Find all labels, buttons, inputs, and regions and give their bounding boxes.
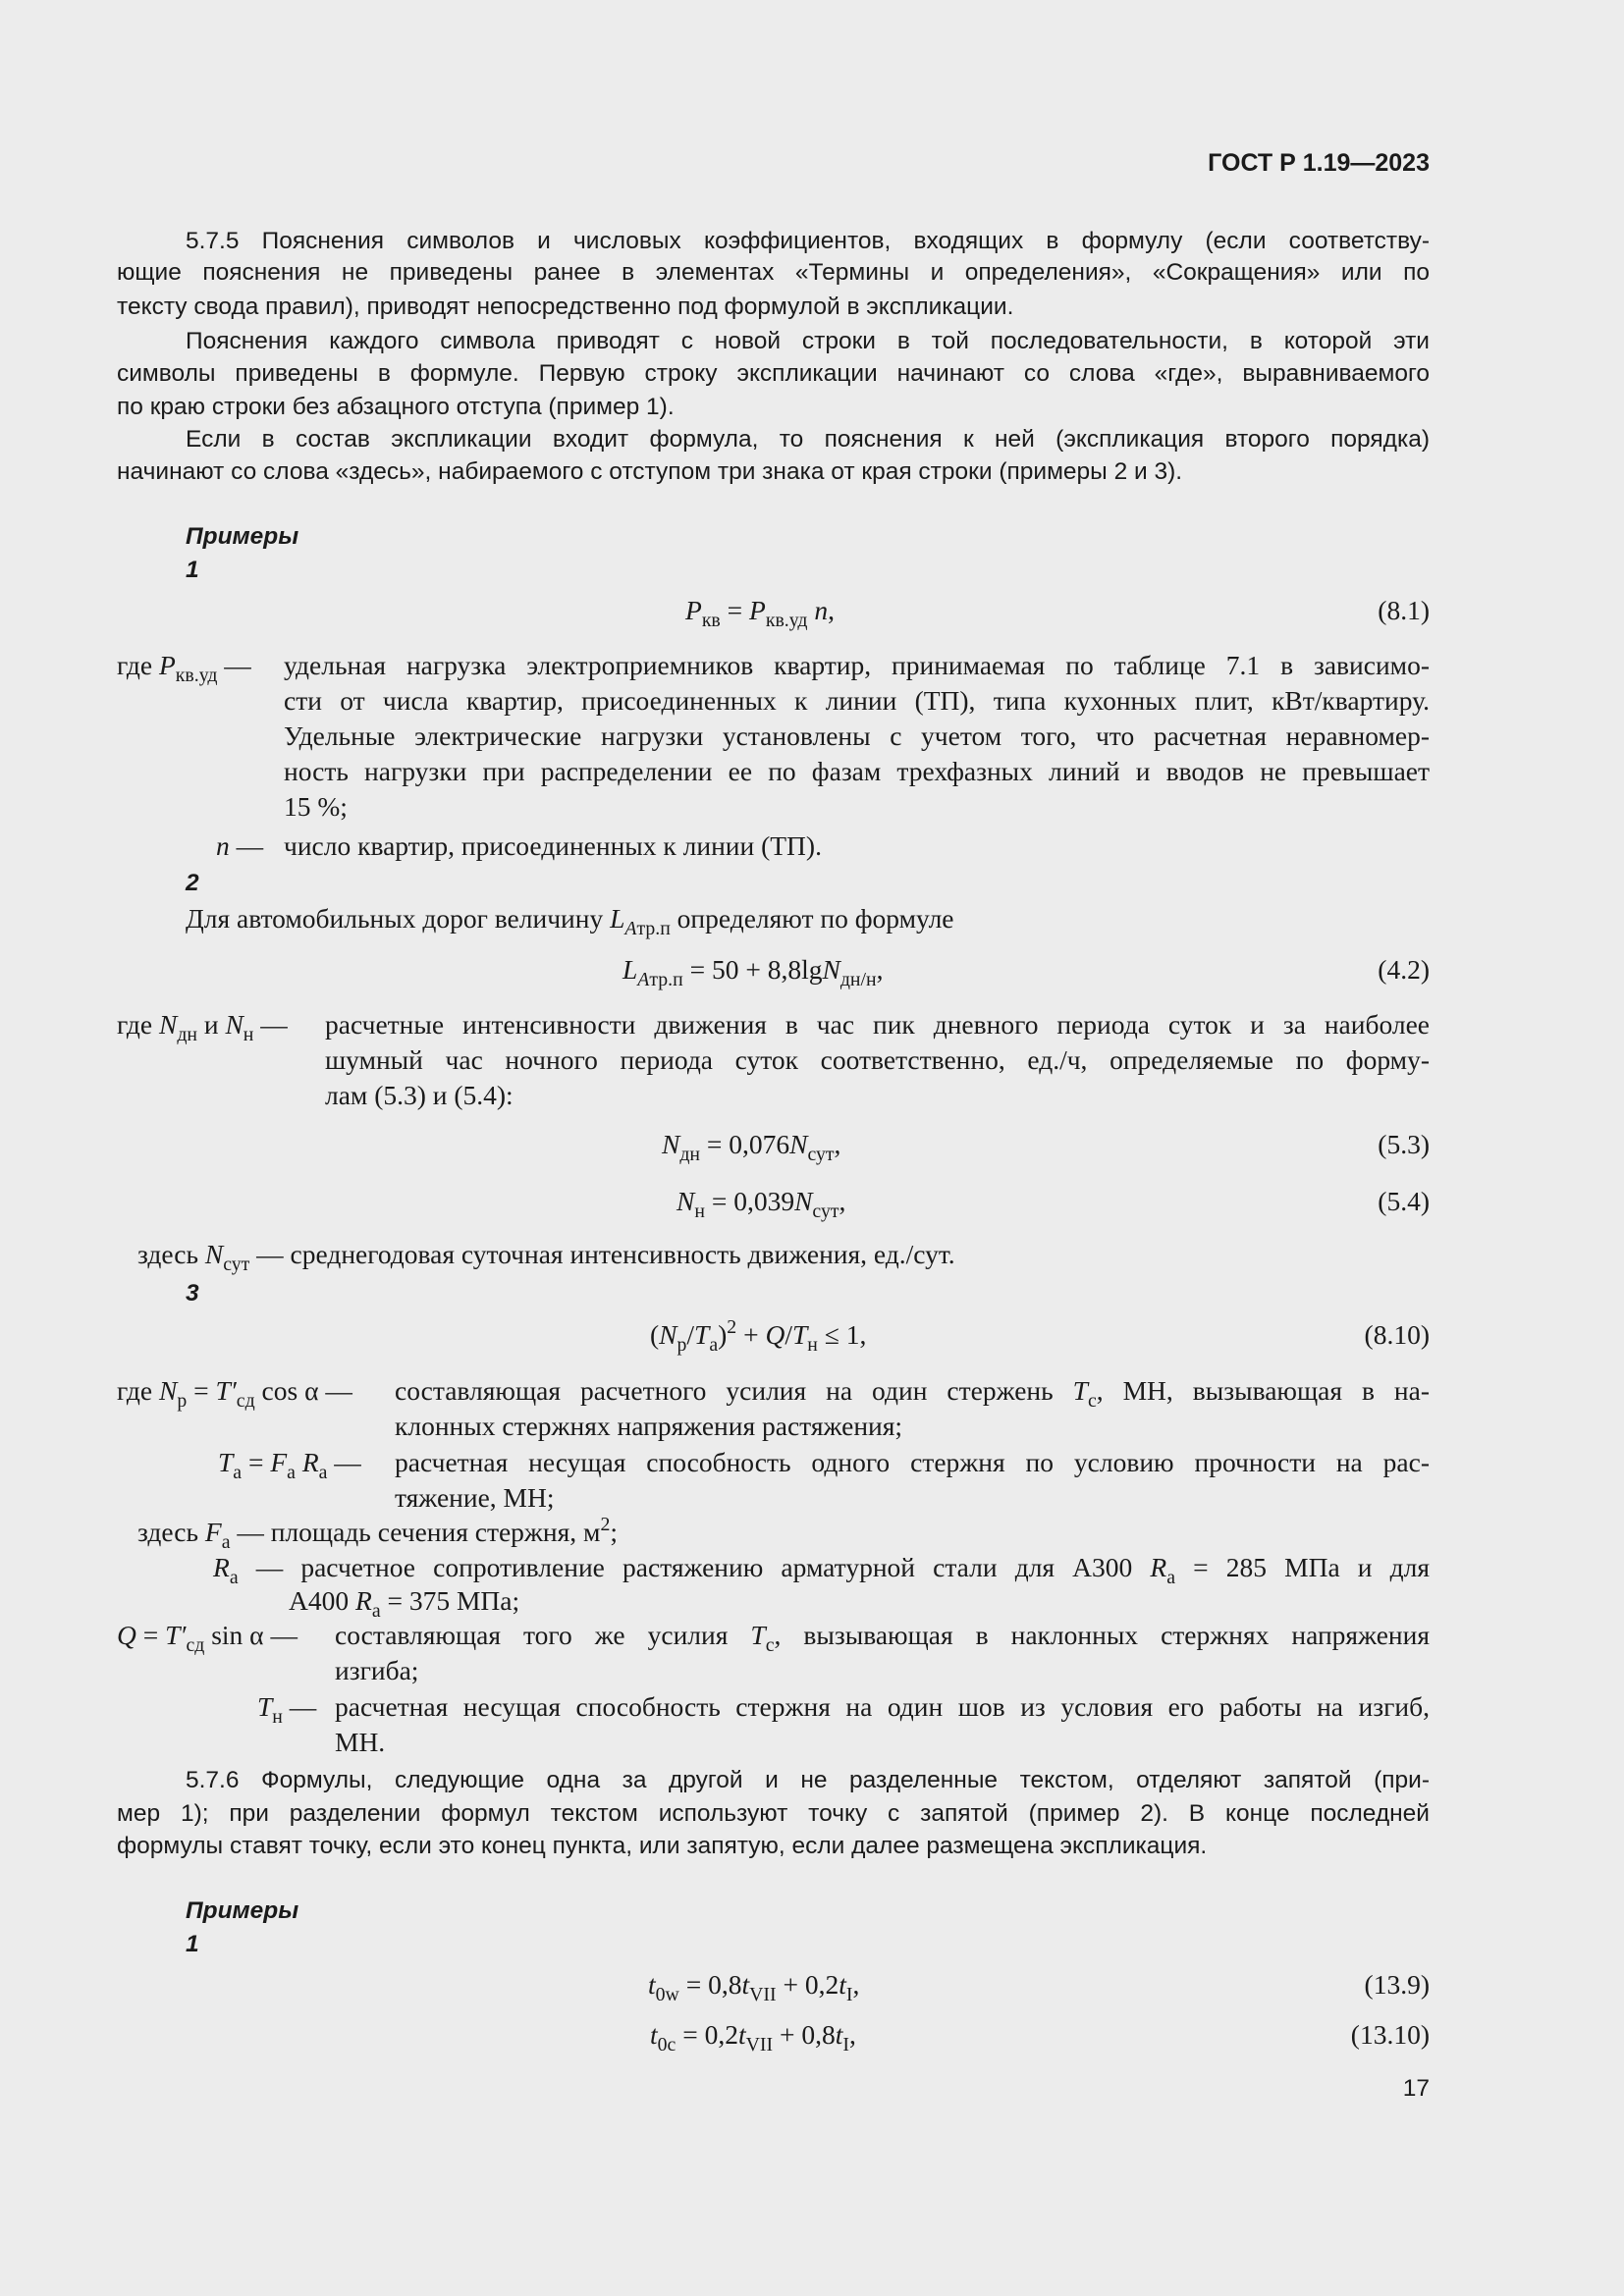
explication-line: число квартир, присоединенных к линии (ТП). (284, 830, 822, 861)
explication-line: тяжение, МН; (395, 1482, 555, 1513)
examples-title: Примеры (186, 523, 299, 550)
example-number-1b: 1 (186, 1931, 199, 1957)
explication-label-np: где $N_р = T'_{сд}$ cos α — (117, 1375, 352, 1412)
explication-label-ta: $T_а = F_а$ $R_а$ — (218, 1447, 361, 1483)
para-575-line-2: ющие пояснения не приведены ранее в элементах «Термины и определения», «Сокращения» или по (117, 259, 1430, 286)
formula-number-8-1: (8.1) (1378, 595, 1430, 625)
explication-line: изгиба; (335, 1655, 419, 1685)
example-number-1: 1 (186, 557, 199, 583)
example-number-3: 3 (186, 1280, 199, 1307)
second-order-explication-fa: здесь $F_а$ — площадь сечения стержня, $м^2$; (137, 1514, 618, 1553)
explication-label-tn: $T_н$ — (257, 1691, 317, 1728)
explication-line: 15 %; (284, 791, 348, 822)
explication-line: сти от числа квартир, присоединенных к линии (ТП), типа кухонных плит, кВт/квартиру. (284, 685, 1430, 716)
formula-5-3: $N_{дн} = 0,076N_{сут}$, (662, 1129, 841, 1165)
formula-number-4-2: (4.2) (1378, 954, 1430, 985)
para-575-line-5: символы приведены в формуле. Первую строку экспликации начинают со слова «где», выравниваемого (117, 360, 1430, 387)
formula-13-9: $t_{0w} = 0,8t_{VII} + 0,2t_I$, (648, 1969, 860, 2005)
para-576-line-2: мер 1); при разделении формул текстом используют точку с запятой (пример 2). В конце последней (117, 1800, 1430, 1827)
explication-line: шумный час ночного периода суток соответственно, ед./ч, определяемые по форму- (325, 1044, 1430, 1075)
explication-line: лам (5.3) и (5.4): (325, 1080, 514, 1110)
formula-8-10: $(N_р/T_а)^2 + Q/T_н \le 1$, (650, 1316, 867, 1356)
explication-line: составляющая того же усилия $T_с$, вызывающая в наклонных стержнях напряжения (335, 1620, 1430, 1656)
formula-number-5-4: (5.4) (1378, 1186, 1430, 1216)
formula-number-13-10: (13.10) (1350, 2019, 1430, 2050)
explication-line: Удельные электрические нагрузки установлены с учетом того, что расчетная неравномер- (284, 721, 1430, 751)
explication-line: клонных стержнях напряжения растяжения; (395, 1411, 903, 1441)
para-575-line-7: Если в состав экспликации входит формула, то пояснения к ней (экспликация второго порядка) (186, 426, 1430, 453)
example-number-2: 2 (186, 870, 199, 896)
formula-8-1: $P_{кв} = P_{кв.уд}$ n, (685, 595, 835, 631)
standard-header: ГОСТ Р 1.19—2023 (1208, 149, 1430, 177)
formula-4-2: $L_{Aтр.п} = 50 + 8,8\lg N_{дн/н}$, (623, 954, 884, 990)
formula-number-5-3: (5.3) (1378, 1129, 1430, 1159)
explication-line: МН. (335, 1727, 386, 1757)
examples-title-2: Примеры (186, 1897, 299, 1924)
formula-5-4: $N_н = 0,039N_{сут}$, (677, 1186, 846, 1222)
explication-line: ность нагрузки при распределении ее по фазам трехфазных линий и вводов не превышает (284, 756, 1430, 786)
para-576-line-3: формулы ставят точку, если это конец пункта, или запятую, если далее размещена экспликация. (117, 1833, 1208, 1859)
explication-label-q: $Q = T'_{сд}$ sin α — (117, 1620, 298, 1656)
para-576-line-1: 5.7.6 Формулы, следующие одна за другой и не разделенные текстом, отделяют запятой (при- (186, 1767, 1430, 1793)
explication-label-pkvud: где $P_{кв.уд}$ — (117, 650, 251, 686)
explication-line: удельная нагрузка электроприемников квартир, принимаемая по таблице 7.1 в зависимо- (284, 650, 1430, 680)
explication-line: составляющая расчетного усилия на один стержень $T_с$, МН, вызывающая в на- (395, 1375, 1430, 1412)
formula-number-8-10: (8.10) (1364, 1319, 1430, 1350)
para-575-line-8: начинают со слова «здесь», набираемого с отступом три знака от края строки (примеры 2 и 3). (117, 458, 1183, 485)
explication-label-n: n — (216, 830, 264, 861)
explication-line: расчетные интенсивности движения в час пик дневного периода суток и за наиболее (325, 1009, 1430, 1040)
formula-13-10: $t_{0c} = 0,2t_{VII} + 0,8t_I$, (650, 2019, 856, 2056)
page-number: 17 (1402, 2075, 1430, 2102)
para-575-line-4: Пояснения каждого символа приводят с новой строки в той последовательности, в которой эти (186, 328, 1430, 354)
explication-line: расчетная несущая способность стержня на один шов из условия его работы на изгиб, (335, 1691, 1430, 1722)
explication-line: расчетная несущая способность одного стержня по условию прочности на рас- (395, 1447, 1430, 1477)
second-order-explication-ra: $R_а$ — расчетное сопротивление растяжению арматурной стали для А300 $R_а = 285$ МПа и для (213, 1552, 1430, 1588)
para-575-line-1: 5.7.5 Пояснения символов и числовых коэффициентов, входящих в формулу (если соответству- (186, 228, 1430, 254)
second-order-explication-nsut: здесь $N_{сут}$ — среднегодовая суточная интенсивность движения, ед./сут. (137, 1239, 955, 1275)
para-575-line-3: тексту свода правил), приводят непосредственно под формулой в экспликации. (117, 294, 1014, 320)
explication-label-ndn-nn: где $N_{дн}$ и $N_н$ — (117, 1009, 288, 1045)
explication-line: А400 $R_а = 375$ МПа; (289, 1585, 520, 1622)
para-575-line-6: по краю строки без абзацного отступа (пример 1). (117, 394, 675, 420)
example-2-intro: Для автомобильных дорог величину $L_{Aтр.п}$ определяют по формуле (186, 903, 954, 939)
formula-number-13-9: (13.9) (1364, 1969, 1430, 2000)
